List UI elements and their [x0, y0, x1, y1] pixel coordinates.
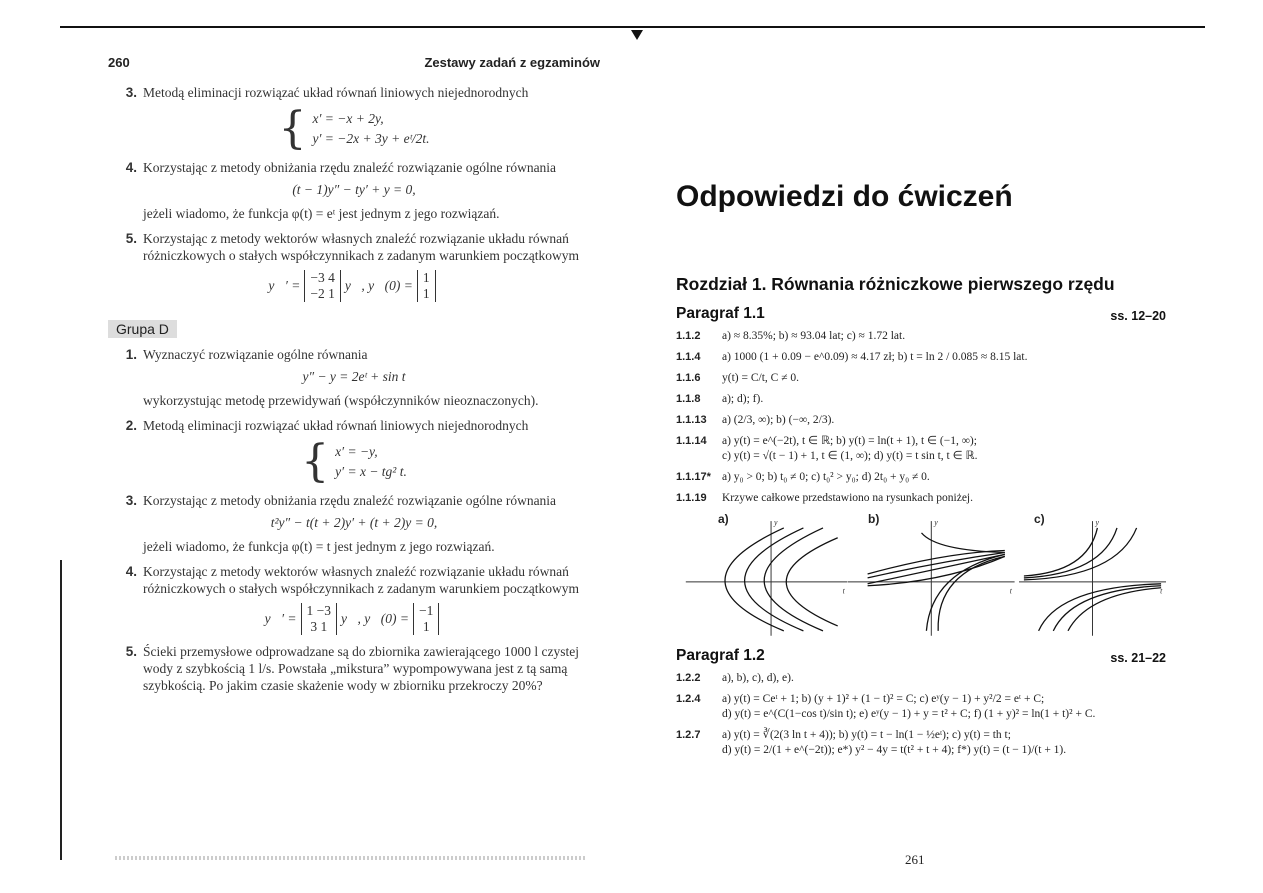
matrix-equation — [108, 270, 600, 302]
answer — [676, 329, 1166, 344]
problem-c3 — [108, 84, 600, 101]
problem-number: 3. — [125, 85, 137, 100]
answer-text: a) ≈ 8.35%; b) ≈ 93.04 lat; c) ≈ 1.72 lat. — [722, 330, 906, 342]
answer-text-continued: d) y(t) = e^(C(1−cos t)/sin t); e) eʸ(y − 1) + y = t² + C; f) (1 + y)² = ln(1 + t)² + C. — [722, 708, 1096, 720]
problem-note: wykorzystując metodę przewidywań (współczynników nieoznaczonych). — [143, 393, 539, 408]
answer-key: 1.2.4 — [676, 693, 701, 705]
answer-text: a) y(t) = ∛(2(3 ln t + 4)); b) y(t) = t − ln(1 − ½eᵗ); c) y(t) = th t; — [722, 729, 1011, 741]
section-title: Odpowiedzi do ćwiczeń — [676, 180, 1013, 213]
paragraph-pages: ss. 12–20 — [1110, 309, 1166, 323]
matrix-equation — [108, 603, 600, 635]
scan-noise — [115, 856, 585, 860]
paragraph-heading-1-1 — [676, 305, 1166, 323]
answer-text: a) (2/3, ∞); b) (−∞, 2/3). — [722, 414, 835, 426]
problem-text: Metodą eliminacji rozwiązać układ równań liniowych niejednorodnych — [143, 85, 529, 100]
problem-text: Korzystając z metody wektorów własnych znaleźć rozwiązanie układu równań różniczkowych o stałych współczynnikach z zadanym warunkiem początkowym — [143, 231, 579, 263]
answer — [676, 491, 1166, 506]
paragraph-heading-1-2 — [676, 647, 1166, 665]
axis-y-label: y — [933, 518, 938, 528]
answer-text: a), b), c), d), e). — [722, 672, 794, 684]
problem-note: jeżeli wiadomo, że funkcja φ(t) = t jest jednym z jego rozwiązań. — [143, 539, 495, 554]
answer-key: 1.1.2 — [676, 330, 701, 342]
equation: (t − 1)y″ − ty′ + y = 0, — [292, 182, 416, 197]
problem-number: 5. — [125, 231, 137, 246]
answer-text-continued: c) y(t) = √(t − 1) + 1, t ∈ (1, ∞); d) y(t) = t sin t, t ∈ ℝ. — [722, 450, 978, 462]
vector — [413, 603, 439, 635]
matrix-row: 1 −3 — [306, 603, 332, 618]
equation-line: x′ = −x + 2y, — [312, 111, 384, 126]
problem-text: Wyznaczyć rozwiązanie ogólne równania — [143, 347, 368, 362]
graph-a — [676, 512, 848, 637]
equation-system — [108, 103, 600, 154]
left-brace: { — [278, 103, 307, 154]
answer-key: 1.2.7 — [676, 729, 701, 741]
chapter-heading: Rozdział 1. Równania różniczkowe pierwszego rzędu — [676, 274, 1115, 294]
answer — [676, 692, 1166, 722]
problem-c5 — [108, 230, 600, 264]
matrix-row: 3 1 — [310, 619, 328, 634]
paragraph-pages: ss. 21–22 — [1110, 651, 1166, 665]
axis-y-label: y — [1095, 518, 1099, 528]
binding-edge — [60, 560, 62, 860]
answer-text: a) 1000 (1 + 0.09 − e^0.09) ≈ 4.17 zł; b) t = ln 2 / 0.085 ≈ 8.15 lat. — [722, 351, 1028, 363]
left-header — [108, 55, 600, 70]
answer-key: 1.1.8 — [676, 393, 701, 405]
answer-text: a) y(t) = e^(−2t), t ∈ ℝ; b) y(t) = ln(t + 1), t ∈ (−1, ∞); — [722, 435, 977, 447]
graph-label-c: c) — [1034, 512, 1045, 526]
answer-key: 1.2.2 — [676, 672, 701, 684]
problem-text: Korzystając z metody wektorów własnych znaleźć rozwiązanie układu równań różniczkowych o stałych współczynnikach z zadanym warunkiem początkowym — [143, 564, 579, 596]
problem-d5 — [108, 643, 600, 694]
answer-key: 1.1.13 — [676, 414, 707, 426]
problem-number: 1. — [125, 347, 137, 362]
matrix — [301, 603, 338, 635]
matrix-mid: y⃗, y⃗(0) = — [341, 611, 410, 626]
answer — [676, 392, 1166, 407]
left-page-number: 260 — [108, 55, 130, 70]
problem-d1 — [108, 346, 600, 363]
vector — [417, 270, 436, 302]
problem-text: Korzystając z metody obniżania rzędu znaleźć rozwiązanie ogólne równania — [143, 160, 557, 175]
answer — [676, 371, 1166, 386]
vector-row: 1 — [422, 270, 430, 285]
axis-t-label: t — [842, 586, 845, 596]
problem-text: Ścieki przemysłowe odprowadzane są do zbiornika zawierającego 1000 l czystej wody z szybkością 1 l/s. Powstała „mikstura” wypompowywana jest z tą samą szybkością. Po jakim czasie skażenie wody w zbiorniku przekroczy 20%? — [143, 644, 579, 693]
problem-note: jeżeli wiadomo, że funkcja φ(t) = eᵗ jest jednym z jego rozwiązań. — [143, 206, 500, 221]
axis-t-label: t — [1009, 586, 1012, 596]
matrix-lhs: y⃗′ = — [264, 611, 297, 626]
problem-number: 5. — [125, 644, 137, 659]
answer-text: a) y₀ > 0; b) t₀ ≠ 0; c) t₀² > y₀; d) 2t₀ + y₀ ≠ 0. — [722, 471, 930, 483]
axis-y-label: y — [774, 518, 778, 528]
problem-d4 — [108, 563, 600, 597]
answer-key: 1.1.4 — [676, 351, 701, 363]
answer-key: 1.1.14 — [676, 435, 707, 447]
answer-key: 1.1.6 — [676, 372, 701, 384]
equation-line: x′ = −y, — [335, 444, 378, 459]
problem-d2 — [108, 417, 600, 434]
answer — [676, 413, 1166, 428]
right-page — [676, 180, 1166, 764]
equation-system — [108, 436, 600, 487]
equation-line: y′ = −2x + 3y + eᵗ/2t. — [312, 131, 430, 146]
answer — [676, 350, 1166, 365]
left-brace: { — [301, 436, 330, 487]
graph-c — [1019, 512, 1166, 637]
answer-text: a) y(t) = Ceᵗ + 1; b) (y + 1)² + (1 − t)² = C; c) eʸ(y − 1) + y²/2 = eᵗ + C; — [722, 693, 1045, 705]
integral-curves-figure — [676, 512, 1166, 637]
axis-t-label: t — [1160, 586, 1163, 596]
equation-line: y′ = x − tg² t. — [335, 464, 407, 479]
vector-row: −1 — [419, 603, 434, 618]
fold-marker — [631, 30, 643, 40]
answer — [676, 470, 1166, 485]
answer-text: Krzywe całkowe przedstawiono na rysunkach poniżej. — [722, 492, 973, 504]
answer-text-continued: d) y(t) = 2/(1 + e^(−2t)); e*) y² − 4y = t(t² + t + 4); f*) y(t) = (t − 1)/(t + 1). — [722, 744, 1067, 756]
problem-number: 3. — [125, 493, 137, 508]
answer-text: a); d); f). — [722, 393, 764, 405]
equation: t²y″ − t(t + 2)y′ + (t + 2)y = 0, — [270, 515, 438, 530]
paragraph-name: Paragraf 1.1 — [676, 305, 765, 322]
problem-number: 4. — [125, 564, 137, 579]
answer — [676, 728, 1166, 758]
problem-text: Metodą eliminacji rozwiązać układ równań liniowych niejednorodnych — [143, 418, 529, 433]
graph-label-b: b) — [868, 512, 880, 526]
matrix-lhs: y⃗′ = — [268, 278, 301, 293]
right-page-number: 261 — [905, 852, 925, 867]
answer-text: y(t) = C/t, C ≠ 0. — [722, 372, 800, 384]
vector-row: 1 — [422, 619, 430, 634]
equation: y″ − y = 2eᵗ + sin t — [302, 369, 406, 384]
problem-c4 — [108, 159, 600, 176]
vector-row: 1 — [422, 286, 430, 301]
matrix — [304, 270, 341, 302]
paragraph-name: Paragraf 1.2 — [676, 647, 765, 664]
matrix-mid: y⃗, y⃗(0) = — [344, 278, 413, 293]
answer-key: 1.1.17* — [676, 471, 711, 483]
problem-number: 2. — [125, 418, 137, 433]
problem-d3 — [108, 492, 600, 509]
problem-text: Korzystając z metody obniżania rzędu znaleźć rozwiązanie ogólne równania — [143, 493, 557, 508]
group-label: Grupa D — [108, 320, 177, 338]
graph-b — [848, 512, 1020, 637]
matrix-row: −2 1 — [310, 286, 335, 301]
left-page — [108, 55, 600, 700]
answer — [676, 434, 1166, 464]
matrix-row: −3 4 — [310, 270, 335, 285]
answer-key: 1.1.19 — [676, 492, 707, 504]
problem-number: 4. — [125, 160, 137, 175]
top-rule — [60, 26, 1205, 28]
answer — [676, 671, 1166, 686]
graph-label-a: a) — [718, 512, 729, 526]
running-title: Zestawy zadań z egzaminów — [424, 55, 600, 70]
